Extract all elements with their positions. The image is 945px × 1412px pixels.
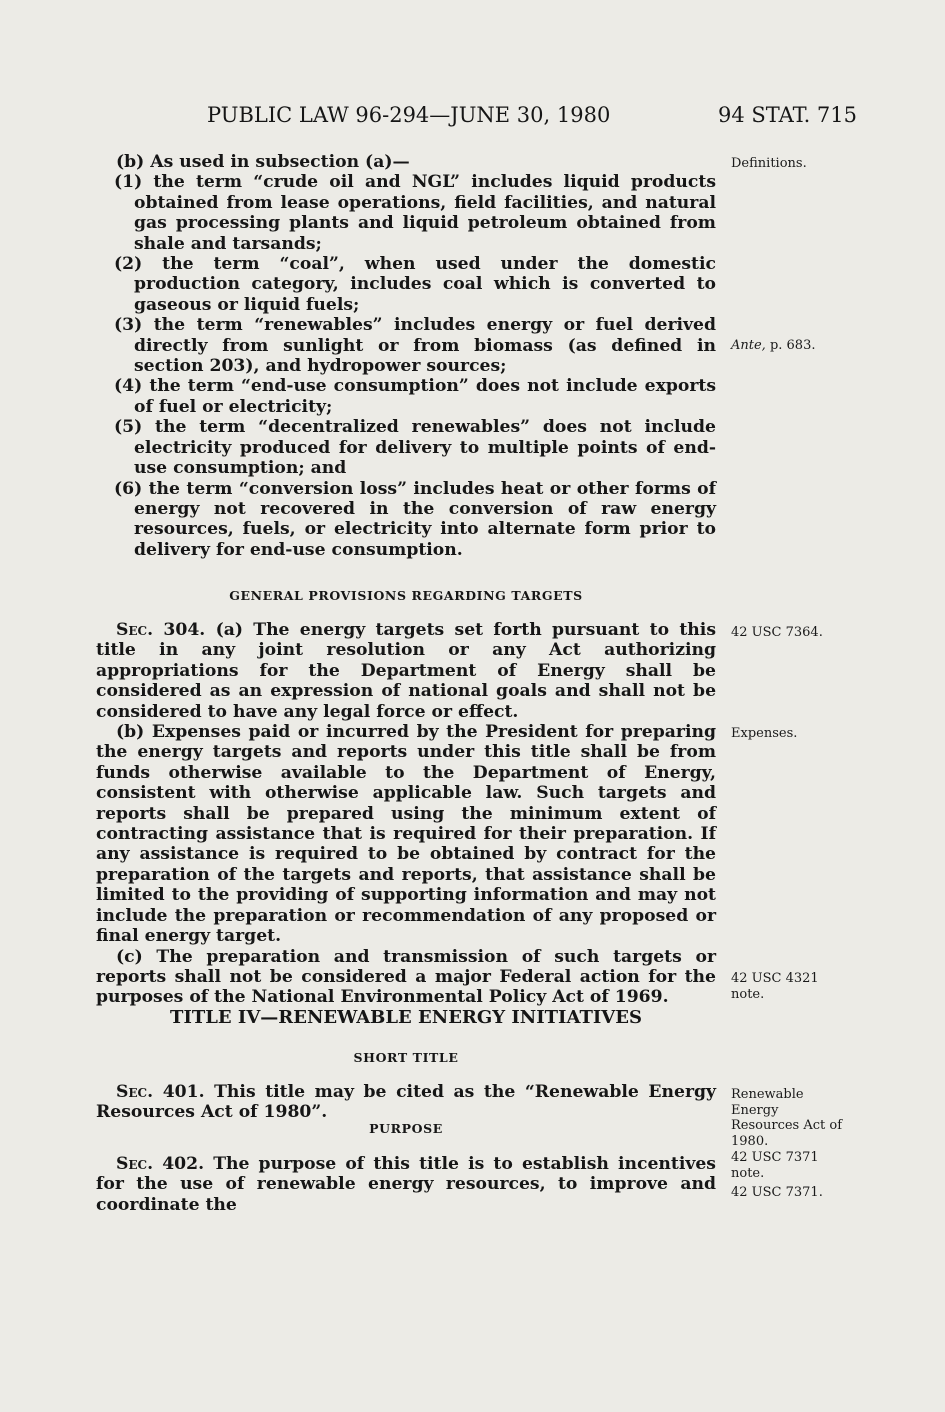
page-header-title: PUBLIC LAW 96-294—JUNE 30, 1980 (207, 103, 611, 127)
definition-item-5: (5) the term “decentralized renewables” does not include electricity produced for delivery to multiple points of end-use consumption; and (114, 417, 716, 479)
margin-note-ante: Ante, p. 683. (731, 338, 816, 353)
margin-note-expenses: Expenses. (731, 726, 798, 741)
section-304 (96, 620, 716, 1008)
section-304-a-text: 304. (a) The energy targets set forth pursuant to this title in any joint resolution or any Act authorizing appropriations for the Department of Energy shall be considered as an expression of national goals and shall not be considered to have any legal force or effect. (96, 620, 716, 722)
definition-item-1: (1) the term “crude oil and NGL” includes liquid products obtained from lease operations, field facilities, and natural gas processing plants and liquid petroleum obtained from shale and tarsands; (114, 172, 716, 254)
section-b-definitions (96, 152, 716, 560)
section-304-a (96, 620, 716, 722)
definition-item-2: (2) the term “coal”, when used under the domestic production category, includes coal which is converted to gaseous or liquid fuels; (114, 254, 716, 315)
section-401 (96, 1082, 716, 1123)
section-401-text: 401. This title may be cited as the “Renewable Energy Resources Act of 1980”. (96, 1082, 716, 1123)
sec-label: Sec. (116, 620, 154, 640)
general-provisions-heading: GENERAL PROVISIONS REGARDING TARGETS (229, 588, 583, 603)
sec-label: Sec. (116, 1082, 154, 1102)
definition-item-3: (3) the term “renewables” includes energy or fuel derived directly from sunlight or from biomass (as defined in section 203), and hydropower sources; (114, 315, 716, 377)
section-b-lead: (b) As used in subsection (a)— (116, 152, 410, 172)
margin-note-renewable-act: Renewable Energy Resources Act of 1980. (731, 1087, 843, 1149)
section-402-text: 402. The purpose of this title is to establish incentives for the use of renewable energy resources, to improve and coordinate the (96, 1154, 716, 1215)
definition-item-6: (6) the term “conversion loss” includes heat or other forms of energy not recovered in the conversion of raw energy resources, fuels, or electricity into alternate form prior to delivery for end-use consumption. (114, 478, 716, 560)
margin-note-usc-4321: 42 USC 4321 note. (731, 971, 819, 1002)
margin-note-usc-7364: 42 USC 7364. (731, 625, 823, 640)
title-iv-heading: TITLE IV—RENEWABLE ENERGY INITIATIVES (170, 1007, 642, 1028)
short-title-heading: SHORT TITLE (353, 1050, 459, 1065)
page-header-stat: 94 STAT. 715 (718, 103, 858, 127)
definition-item-4: (4) the term “end-use consumption” does not include exports of fuel or electricity; (114, 376, 716, 417)
section-402 (96, 1154, 716, 1215)
purpose-heading: PURPOSE (369, 1121, 443, 1136)
section-304-b: (b) Expenses paid or incurred by the President for preparing the energy targets and reports under this title shall be from funds otherwise available to the Department of Energy, consistent with otherwise applicable law. Such targets and reports shall be prepared using the minimum extent of contracting assistance that is required for their preparation. If any assistance is required to be obtained by contract for the preparation of the targets and reports, that assistance shall be limited to the providing of supporting information and may not include the preparation or recommendation of any proposed or final energy target. (96, 722, 716, 947)
section-304-c: (c) The preparation and transmission of such targets or reports shall not be considered a major Federal action for the purposes of the National Environmental Policy Act of 1969. (96, 946, 716, 1008)
sec-label: Sec. (116, 1154, 154, 1174)
margin-note-usc-7371: 42 USC 7371. (731, 1185, 823, 1200)
margin-note-definitions: Definitions. (731, 156, 807, 171)
margin-note-usc-7371-note: 42 USC 7371 note. (731, 1150, 819, 1181)
